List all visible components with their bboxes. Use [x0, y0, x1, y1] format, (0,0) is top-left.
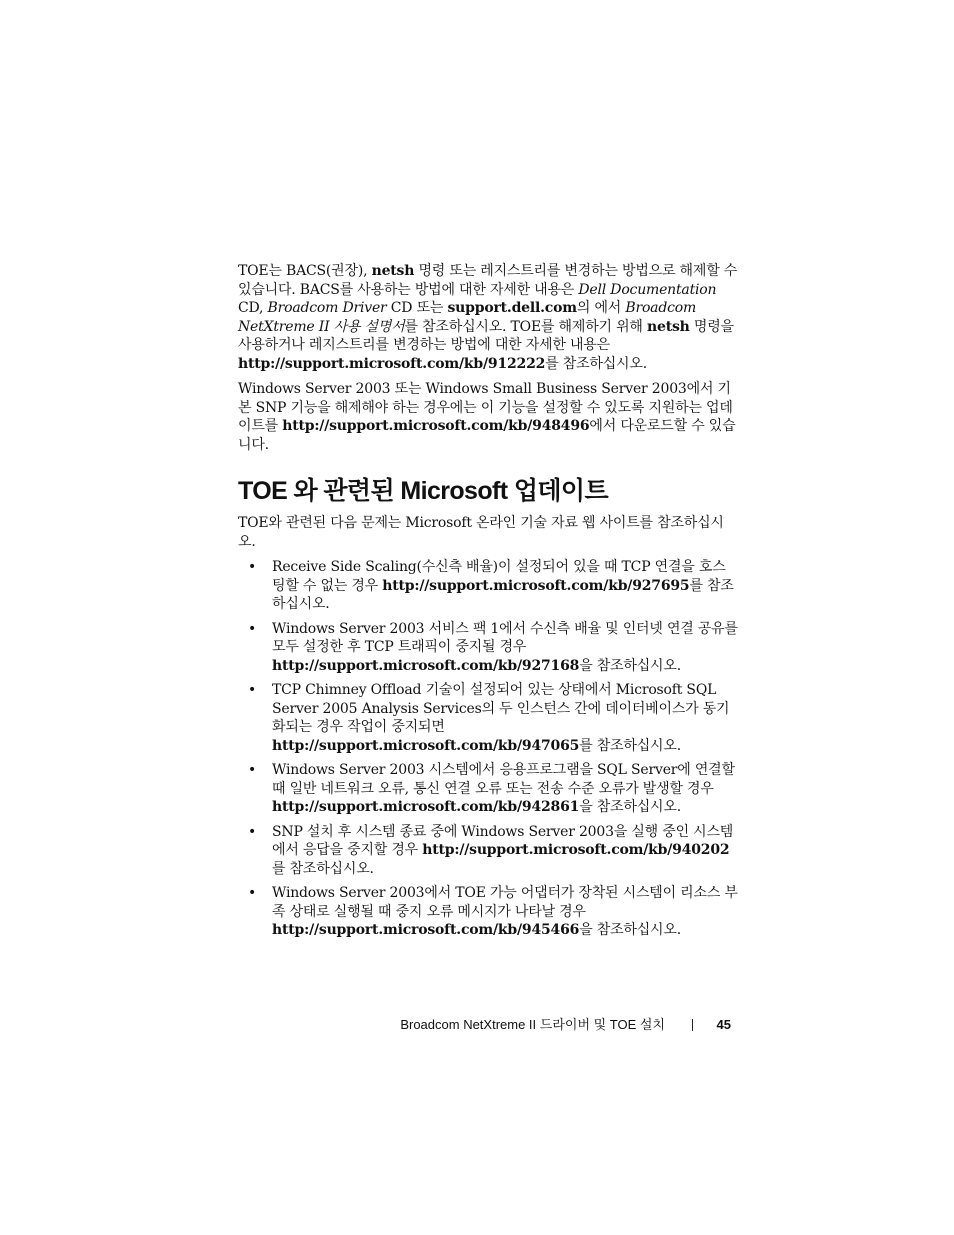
- paragraph-toe-disable: [238, 262, 738, 373]
- bullet-icon: •: [248, 682, 257, 698]
- list-item-text: Windows Server 2003에서 TOE 가능 어댑터가 장착된 시스템이 리소스 부족 상태로 실행될 때 중지 오류 메시지가 나타날 경우: [272, 885, 738, 920]
- section-intro: TOE와 관련된 다음 문제는 Microsoft 온라인 기술 자료 웹 사이트를 참조하십시오.: [238, 515, 724, 550]
- issue-list: [238, 558, 738, 940]
- list-item-text: 을 참조하십시오.: [579, 799, 681, 815]
- list-item-text: Receive Side Scaling(수신측 배율)이 설정되어 있을 때 TCP 연결을 호스팅할 수 없는 경우: [272, 559, 726, 594]
- text-span: 를 참조하십시오.: [545, 355, 647, 372]
- bullet-icon: •: [248, 885, 257, 901]
- section-heading: TOE 와 관련된 Microsoft 업데이트: [238, 477, 609, 505]
- text-span: 명령 또는 레지스트리를 변경하는 방법으로 해제할 수 있습니다. BACS를 사용하는 방법에 대한 자세한 내용은: [238, 263, 738, 298]
- footer-divider: [692, 1019, 693, 1031]
- page-number: 45: [716, 1017, 731, 1032]
- kb-link[interactable]: http://support.microsoft.com/kb/912222: [238, 355, 546, 372]
- support-site-link[interactable]: support.dell.com: [447, 300, 577, 316]
- list-item: [238, 620, 738, 676]
- list-item-text: 을 참조하십시오.: [579, 922, 681, 938]
- page-content: [238, 262, 738, 946]
- list-item-text: Windows Server 2003 시스템에서 응용프로그램을 SQL Server에 연결할 때 일반 네트워크 오류, 통신 연결 오류 또는 전송 수준 오류가 발생할 경우: [272, 762, 735, 797]
- broadcom-driver-cd: Broadcom Driver: [267, 300, 387, 316]
- list-item: [238, 884, 738, 940]
- bullet-icon: •: [248, 620, 257, 637]
- netsh-command: netsh: [371, 263, 415, 279]
- list-item-text: 을 참조하십시오.: [579, 657, 681, 674]
- bullet-icon: •: [248, 762, 257, 778]
- list-item-text: 를 참조하십시오.: [272, 860, 374, 877]
- kb-link[interactable]: http://support.microsoft.com/kb/940202: [422, 842, 730, 858]
- list-item: [238, 823, 738, 879]
- bullet-icon: •: [248, 823, 257, 840]
- list-item-text: 를 참조하십시오.: [579, 737, 681, 754]
- user-guide-title: Broadcom NetXtreme II 사용 설명서: [238, 300, 697, 335]
- list-item-text: Windows Server 2003 서비스 팩 1에서 수신측 배율 및 인터넷 연결 공유를 모두 설정한 후 TCP 트래픽이 중지될 경우: [272, 620, 738, 655]
- list-item: [238, 761, 738, 817]
- kb-link[interactable]: http://support.microsoft.com/kb/927695: [382, 577, 690, 594]
- list-item: [238, 681, 738, 755]
- text-span: TOE는 BACS(권장),: [238, 263, 372, 279]
- dell-documentation-cd: Dell Documentation: [578, 281, 717, 298]
- kb-link[interactable]: http://support.microsoft.com/kb/947065: [272, 737, 580, 754]
- text-span: CD 또는: [386, 300, 448, 316]
- bullet-icon: •: [248, 559, 257, 575]
- text-span: 에서 다운로드할 수 있습니다.: [238, 418, 736, 453]
- text-span: CD,: [238, 300, 268, 316]
- text-span: 명령을 사용하거나 레지스트리를 변경하는 방법에 대한 자세한 내용은: [238, 318, 734, 353]
- paragraph-snp-update: [238, 380, 738, 454]
- netsh-command: netsh: [647, 318, 690, 335]
- text-span: Windows Server 2003 또는 Windows Small Business Server 2003에서 기본 SNP 기능을 해제해야 하는 경우에는 이 기능을 설정할 수 있도록 지원하는 업데이트를: [238, 381, 733, 434]
- kb-link[interactable]: http://support.microsoft.com/kb/948496: [282, 418, 590, 434]
- kb-link[interactable]: http://support.microsoft.com/kb/927168: [272, 657, 580, 674]
- list-item: [238, 558, 738, 614]
- kb-link[interactable]: http://support.microsoft.com/kb/945466: [272, 922, 580, 938]
- list-item-text: 를 참조하십시오.: [272, 577, 734, 612]
- text-span: 의 에서: [576, 300, 626, 316]
- page-footer: [238, 1015, 733, 1035]
- list-item-text: SNP 설치 후 시스템 종료 중에 Windows Server 2003을 실행 중인 시스템에서 응답을 중지할 경우: [272, 823, 734, 858]
- text-span: 를 참조하십시오. TOE를 해제하기 위해: [404, 318, 648, 335]
- list-item-text: TCP Chimney Offload 기술이 설정되어 있는 상태에서 Microsoft SQL Server 2005 Analysis Services의 두 인스턴스 간에 데이터베이스가 동기화되는 경우 작업이 중지되면: [272, 682, 730, 735]
- footer-title: Broadcom NetXtreme II 드라이버 및 TOE 설치: [400, 1017, 665, 1032]
- kb-link[interactable]: http://support.microsoft.com/kb/942861: [272, 799, 580, 815]
